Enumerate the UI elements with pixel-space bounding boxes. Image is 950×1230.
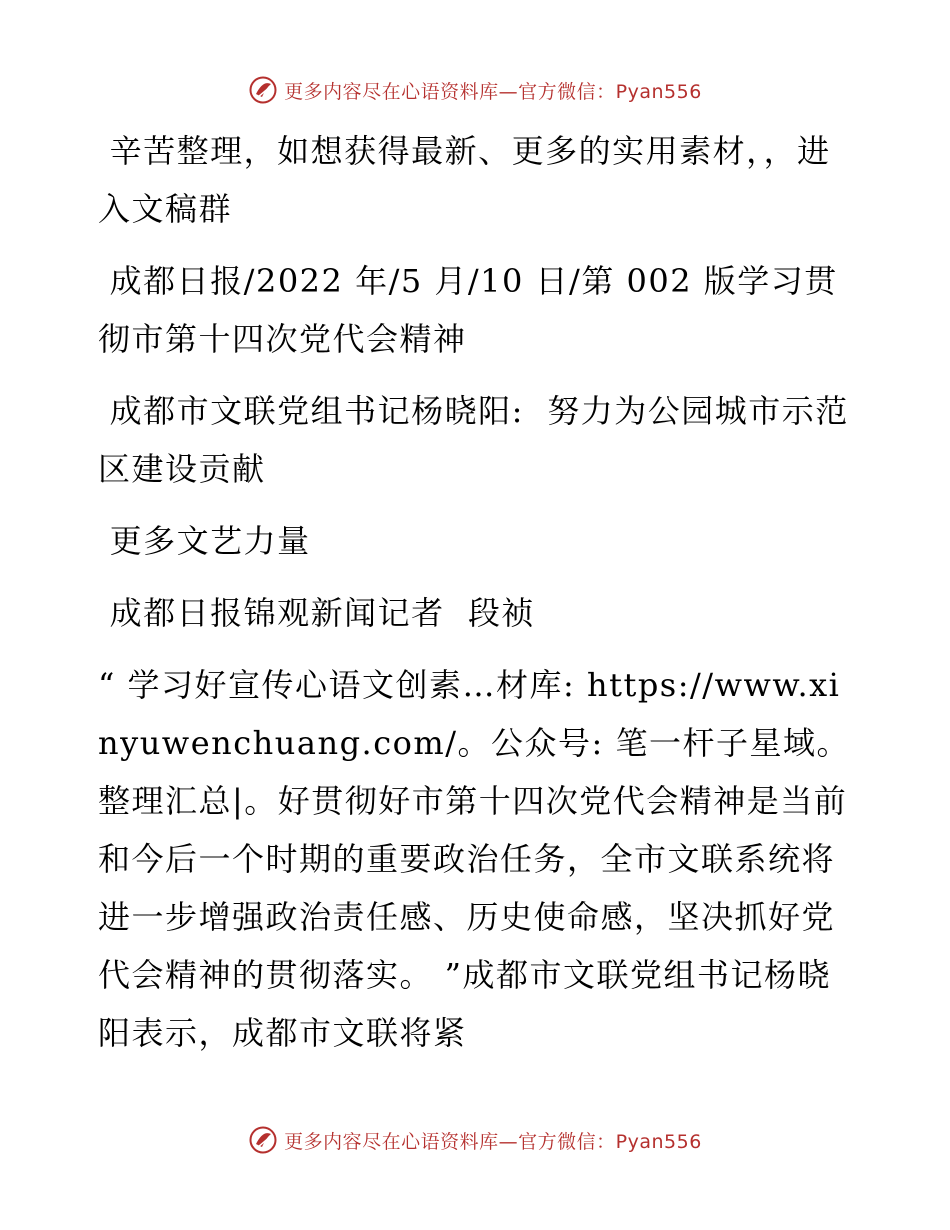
paragraph-subheadline: 更多文艺力量 (98, 522, 311, 560)
paragraph-byline: 成都日报锦观新闻记者 段祯 (98, 594, 536, 632)
document-body (98, 122, 858, 1076)
seal-logo-icon (248, 75, 278, 105)
paragraph-headline: 成都市文联党组书记杨晓阳: 努力为公园城市示范区建设贡献 (98, 392, 849, 488)
paragraph-source: 成都日报/2022 年/5 月/10 日/第 002 版学习贯彻市第十四次党代会精神 (98, 262, 838, 358)
header-watermark (0, 70, 950, 110)
footer-watermark (0, 1120, 950, 1160)
paragraph-intro: 辛苦整理，如想获得最新、更多的实用素材，，进入文稿群 (98, 132, 831, 228)
seal-logo-icon (248, 1125, 278, 1155)
watermark-text: 更多内容尽在心语资料库—官方微信：Pyan556 (284, 1130, 702, 1153)
watermark-text: 更多内容尽在心语资料库—官方微信：Pyan556 (284, 80, 702, 103)
paragraph-body: “ 学习好宣传心语文创素…材库: https://www.xinyuwenchuang.com/。公众号: 笔一杆子星域。整理汇总|。好贯彻好市第十四次党代会精神是当前和今后一个时期的重要政治任务，全市文联系统将进一步增强政治责任感、历史使命感，坚决抓好党代会精神的贯彻落实。 ”成都市文联党组书记杨晓阳表示，成都市文联将紧 (98, 666, 850, 1052)
